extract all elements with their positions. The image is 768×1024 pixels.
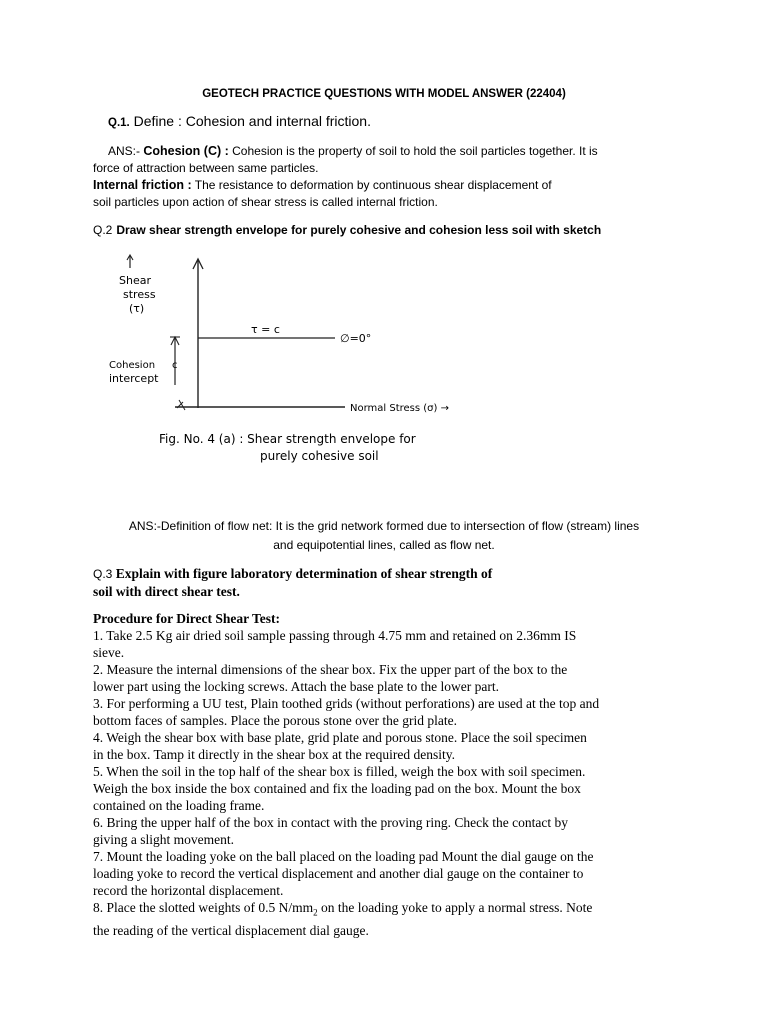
question-2-text: Draw shear strength envelope for purely cohesive and cohesion less soil with sketch [116, 223, 602, 237]
friction-definition-2: soil particles upon action of shear stress is called internal friction. [93, 195, 438, 209]
question-1-number: Q.1. [108, 117, 130, 129]
question-3-number: Q.3 [93, 567, 113, 581]
question-1-text: Define : Cohesion and internal friction. [133, 113, 371, 129]
procedure-line: Weigh the box inside the box contained and fix the loading pad on the box. Mount the box [93, 781, 581, 796]
cohesion-definition-2: force of attraction between same particles. [93, 161, 319, 175]
c-label: c [172, 360, 178, 371]
procedure-line: 3. For performing a UU test, Plain toothed grids (without perforations) are used at the top and [93, 696, 600, 711]
friction-definition-1: The resistance to deformation by continuous shear displacement of [194, 178, 552, 192]
cohesion-definition-1: Cohesion is the property of soil to hold the soil particles together. It is [232, 144, 598, 158]
procedure-line: in the box. Tamp it directly in the shear box at the required density. [93, 747, 455, 762]
page-title: GEOTECH PRACTICE QUESTIONS WITH MODEL ANSWER (22404) [202, 88, 566, 100]
flow-net-answer [92, 517, 676, 555]
procedure-line: sieve. [93, 645, 125, 660]
procedure-line: 5. When the soil in the top half of the shear box is filled, weigh the box with soil specimen. [93, 764, 586, 779]
phi-equation: ∅=0° [340, 332, 372, 345]
procedure-line: 1. Take 2.5 Kg air dried soil sample passing through 4.75 mm and retained on 2.36mm IS [93, 628, 577, 643]
answer-1-friction [93, 177, 552, 194]
question-3-line-1: Explain with figure laboratory determination of shear strength of [115, 566, 493, 581]
procedure-line: loading yoke to record the vertical displacement and another dial gauge on the container to [93, 866, 584, 881]
x-axis-label: Normal Stress (σ) → [350, 403, 449, 414]
question-2-number: Q.2 [93, 223, 113, 237]
procedure-line: 6. Bring the upper half of the box in contact with the proving ring. Check the contact by [93, 815, 569, 830]
y-axis-label-3: (τ) [129, 302, 145, 315]
procedure-line: 4. Weigh the shear box with base plate, grid plate and porous stone. Place the soil specimen [93, 730, 587, 745]
answer-1-cohesion [108, 143, 598, 160]
procedure-line: 7. Mount the loading yoke on the ball placed on the loading pad Mount the dial gauge on the [93, 849, 594, 864]
procedure-section [93, 610, 683, 939]
friction-term: Internal friction : [93, 178, 192, 192]
figure-caption-2: purely cohesive soil [260, 449, 379, 463]
procedure-line: lower part using the locking screws. Attach the base plate to the lower part. [93, 679, 500, 694]
cohesion-term: Cohesion (C) : [143, 144, 229, 158]
procedure-heading: Procedure for Direct Shear Test: [93, 611, 280, 626]
flow-net-line-2: and equipotential lines, called as flow net. [273, 538, 495, 552]
shear-envelope-figure [95, 250, 455, 475]
procedure-line: 2. Measure the internal dimensions of the shear box. Fix the upper part of the box to the [93, 662, 568, 677]
procedure-line: contained on the loading frame. [93, 798, 265, 813]
question-2 [93, 223, 601, 237]
procedure-line-last: 8. Place the slotted weights of 0.5 $N/mm_2$ on the loading yoke to apply a normal stress. Note [93, 900, 593, 918]
procedure-line-last-2: the reading of the vertical displacement dial gauge. [93, 922, 369, 938]
question-1 [108, 113, 371, 129]
y-axis-label-1: Shear [119, 274, 151, 287]
procedure-line: giving a slight movement. [93, 832, 234, 847]
procedure-line: record the horizontal displacement. [93, 883, 284, 898]
y-axis-label-2: stress [123, 288, 156, 301]
question-3 [93, 565, 492, 600]
question-3-line-2: soil with direct shear test. [93, 584, 240, 599]
cohesion-label-1: Cohesion [109, 360, 156, 371]
cohesion-label-2: intercept [109, 372, 159, 385]
procedure-line: bottom faces of samples. Place the porous stone over the grid plate. [93, 713, 458, 728]
figure-caption-1: Fig. No. 4 (a) : Shear strength envelope for [159, 432, 416, 446]
flow-net-line-1: ANS:-Definition of flow net: It is the grid network formed due to intersection of flow (stream) lines [128, 519, 640, 533]
answer-1-prefix: ANS:- [108, 144, 141, 158]
tau-equation: τ = c [251, 323, 280, 336]
